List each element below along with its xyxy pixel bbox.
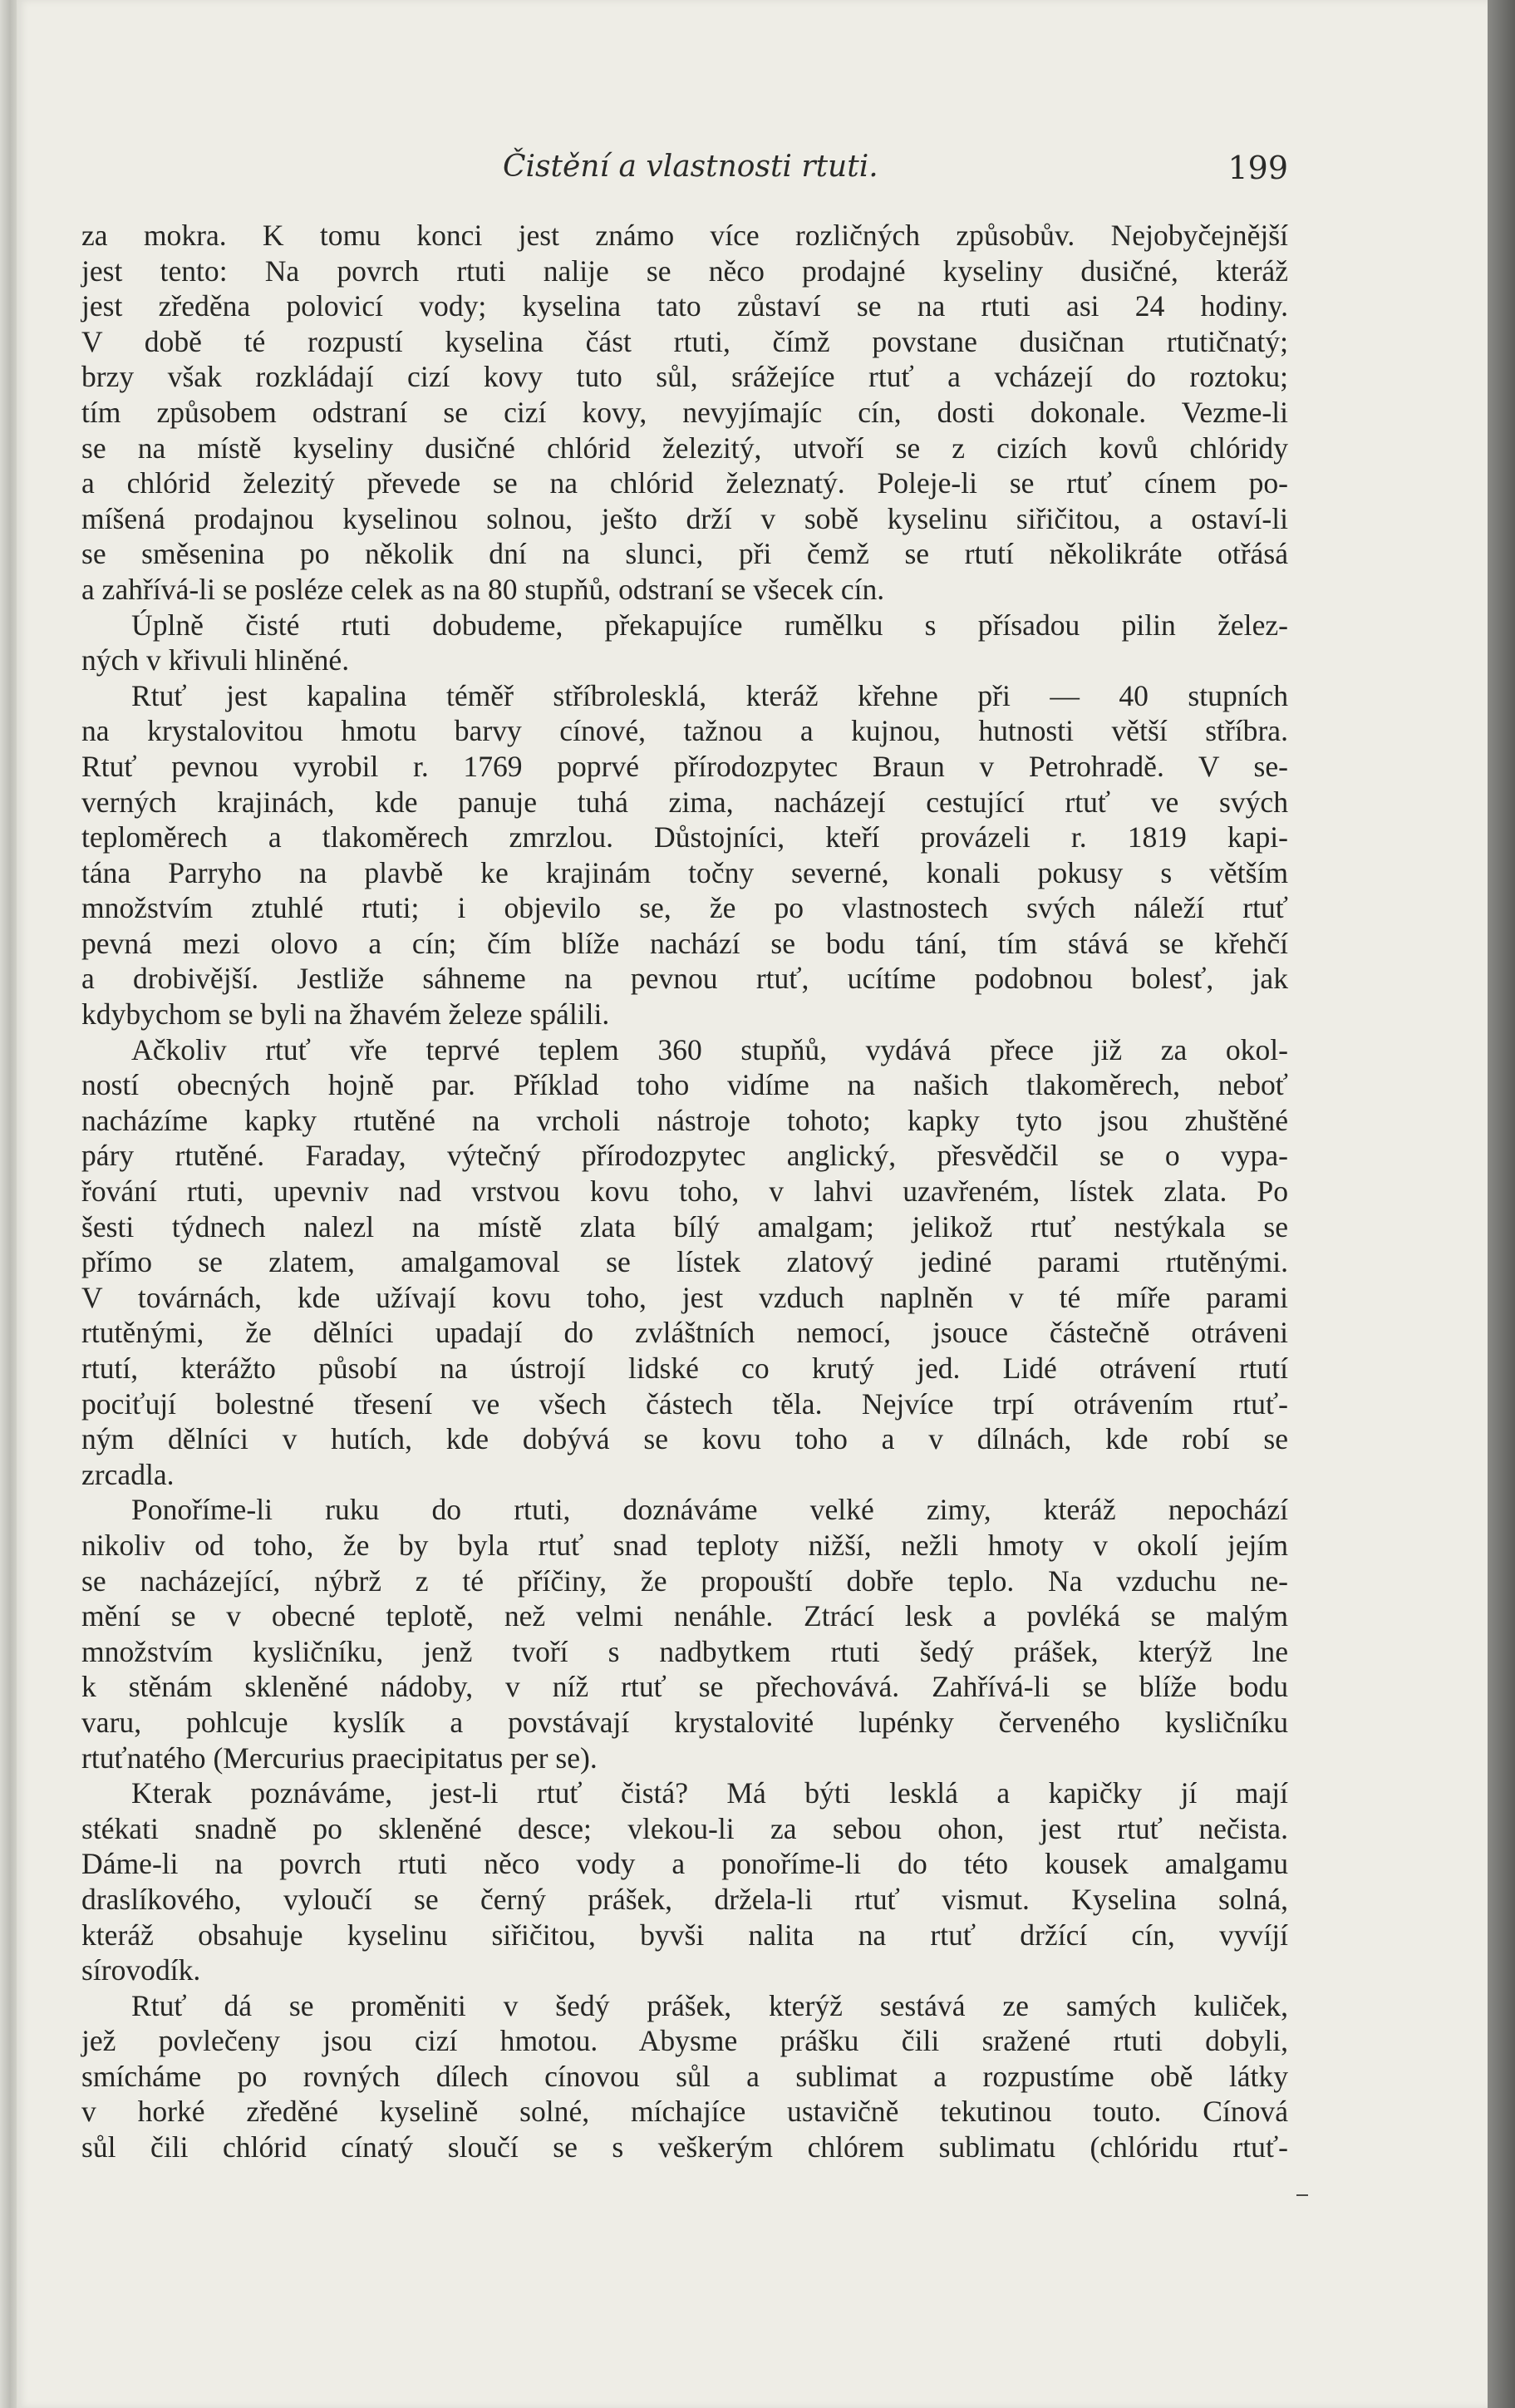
text-line: množstvím ztuhlé rtuti; i objevilo se, že po vlastnostech svých náleží rtuť [81, 891, 1288, 925]
page-number: 199 [1227, 150, 1288, 186]
text-line: varu, pohlcuje kyslík a povstávají krystalovité lupénky červeného kysličníku [81, 1705, 1288, 1739]
text-line: verných krajinách, kde panuje tuhá zima, nacházejí cestující rtuť ve svých [81, 785, 1288, 819]
text-line: Ponoříme-li ruku do rtuti, doznáváme velké zimy, kteráž nepochází [131, 1493, 1288, 1527]
running-title: Čistění a vlastnosti rtuti. [503, 150, 878, 184]
text-line: množstvím kysličníku, jenž tvoří s nadbytkem rtuti šedý prášek, kterýž lne [81, 1634, 1288, 1668]
text-line: jest zředěna polovicí vody; kyselina tato zůstaví se na rtuti asi 24 hodiny. [81, 289, 1288, 323]
text-line: tána Parryho na plavbě ke krajinám točny severné, konali pokusy s větším [81, 855, 1288, 889]
text-line: a drobivější. Jestliže sáhneme na pevnou rtuť, ucítíme podobnou bolesť, jak [81, 962, 1288, 996]
text-line: ných v křivuli hliněné. [81, 643, 350, 677]
text-line: ností obecných hojně par. Příklad toho vidíme na našich tlakoměrech, neboť [81, 1068, 1288, 1102]
text-line: šesti týdnech nalezl na místě zlata bílý amalgam; jelikož rtuť nestýkala se [81, 1209, 1288, 1243]
text-line: mění se v obecné teplotě, než velmi nenáhle. Ztrácí lesk a povléká se malým [81, 1599, 1288, 1633]
text-line: kteráž obsahuje kyselinu siřičitou, byvši nalita na rtuť držící cín, vyvíjí [81, 1918, 1288, 1952]
text-line: sírovodík. [81, 1953, 201, 1987]
text-line: sůl čili chlórid cínatý sloučí se s veškerým chlórem sublimatu (chlóridu rtuť- [81, 2130, 1288, 2164]
text-line: kdybychom se byli na žhavém železe spálili. [81, 997, 610, 1032]
text-line: řování rtuti, upevniv nad vrstvou kovu toho, v lahvi uzavřeném, lístek zlata. Po [81, 1174, 1288, 1209]
text-line: pevná mezi olovo a cín; čím blíže nachází se bodu tání, tím stává se křehčí [81, 926, 1288, 960]
text-line: Ačkoliv rtuť vře teprvé teplem 360 stupňů, vydává přece již za okol- [131, 1032, 1288, 1066]
text-line: nacházíme kapky rtutěné na vrcholi nástroje tohoto; kapky tyto jsou zhuštěné [81, 1103, 1288, 1137]
text-line: draslíkového, vyloučí se černý prášek, držela-li rtuť vismut. Kyselina solná, [81, 1882, 1288, 1916]
text-line: V továrnách, kde užívají kovu toho, jest vzduch naplněn v té míře parami [81, 1280, 1288, 1314]
text-line: se nacházející, nýbrž z té příčiny, že propouští dobře teplo. Na vzduchu ne- [81, 1563, 1288, 1598]
text-line: V době té rozpustí kyselina část rtuti, čímž povstane dusičnan rtutičnatý; [81, 324, 1288, 358]
text-line: Úplně čisté rtuti dobudeme, překapujíce rumělku s přísadou pilin želez- [131, 608, 1288, 642]
text-line: za mokra. K tomu konci jest známo více rozličných způsobův. Nejobyčejnější [81, 219, 1288, 252]
text-line: stékati snadně po skleněné desce; vlekou-li za sebou ohon, jest rtuť nečista. [81, 1811, 1288, 1845]
text-line: se na místě kyseliny dusičné chlórid železitý, utvoří se z cizích kovů chlóridy [81, 431, 1288, 465]
margin-mark [1296, 2194, 1308, 2196]
text-line: tím způsobem odstraní se cizí kovy, nevyjímajíc cín, dosti dokonale. Vezme-li [81, 395, 1288, 429]
text-line: Rtuť pevnou vyrobil r. 1769 poprvé přírodozpytec Braun v Petrohradě. V se- [81, 749, 1288, 783]
text-line: zrcadla. [81, 1457, 175, 1491]
text-line: rtuťnatého (Mercurius praecipitatus per se). [81, 1741, 598, 1775]
text-line: teploměrech a tlakoměrech zmrzlou. Důstojníci, kteří provázeli r. 1819 kapi- [81, 820, 1288, 854]
text-line: páry rtutěné. Faraday, výtečný přírodozpytec anglický, přesvědčil se o vypa- [81, 1139, 1288, 1173]
text-line: v horké zředěné kyselině solné, míchajíce ustavičně tekutinou touto. Cínová [81, 2095, 1288, 2129]
text-line: smícháme po rovných dílech cínovou sůl a sublimat a rozpustíme obě látky [81, 2059, 1288, 2093]
text-line: pociťují bolestné třesení ve všech částech těla. Nejvíce trpí otrávením rtuť- [81, 1386, 1288, 1421]
book-spine [0, 0, 17, 2408]
page-body [81, 218, 1288, 2165]
text-line: na krystalovitou hmotu barvy cínové, tažnou a kujnou, hutnosti větší stříbra. [81, 714, 1288, 748]
text-line: Dáme-li na povrch rtuti něco vody a ponoříme-li do této kousek amalgamu [81, 1847, 1288, 1881]
text-line: rtutí, kterážto působí na ústrojí lidské co krutý jed. Lidé otrávení rtutí [81, 1352, 1288, 1385]
text-line: jež povlečeny jsou cizí hmotou. Abysme prášku čili sražené rtuti dobyli, [81, 2024, 1288, 2058]
text-line: se směsenina po několik dní na slunci, při čemž se rtutí několikráte otřásá [81, 537, 1288, 571]
text-line: rtutěnými, že dělníci upadají do zvláštních nemocí, jsouce částečně otráveni [81, 1316, 1288, 1350]
text-line: Rtuť jest kapalina téměř stříbrolesklá, kteráž křehne při — 40 stupních [131, 678, 1288, 712]
text-line: brzy však rozkládají cizí kovy tuto sůl, srážejíce rtuť a vcházejí do roztoku; [81, 360, 1288, 394]
text-line: nikoliv od toho, že by byla rtuť snad teploty nižší, nežli hmoty v okolí jejím [81, 1528, 1288, 1562]
text-line: k stěnám skleněné nádoby, v níž rtuť se přechovává. Zahřívá-li se blíže bodu [81, 1670, 1288, 1704]
text-line: Rtuť dá se proměniti v šedý prášek, kterýž sestává ze samých kuliček, [131, 1988, 1288, 2022]
text-line: přímo se zlatem, amalgamoval se lístek zlatový jediné parami rtutěnými. [81, 1245, 1288, 1279]
text-line: a chlórid železitý převede se na chlórid železnatý. Poleje-li se rtuť cínem po- [81, 466, 1288, 500]
page-edge [1488, 0, 1515, 2408]
page-header [83, 150, 1288, 199]
text-line: jest tento: Na povrch rtuti nalije se něco prodajné kyseliny dusičné, kteráž [81, 254, 1288, 288]
text-line: míšená prodajnou kyselinou solnou, ješto drží v sobě kyselinu siřičitou, a ostaví-li [81, 501, 1288, 535]
text-line: Kterak poznáváme, jest-li rtuť čistá? Má býti lesklá a kapičky jí mají [131, 1776, 1288, 1810]
text-line: ným dělníci v hutích, kde dobývá se kovu toho a v dílnách, kde robí se [81, 1422, 1288, 1456]
text-line: a zahřívá-li se posléze celek as na 80 stupňů, odstraní se všecek cín. [81, 572, 885, 606]
